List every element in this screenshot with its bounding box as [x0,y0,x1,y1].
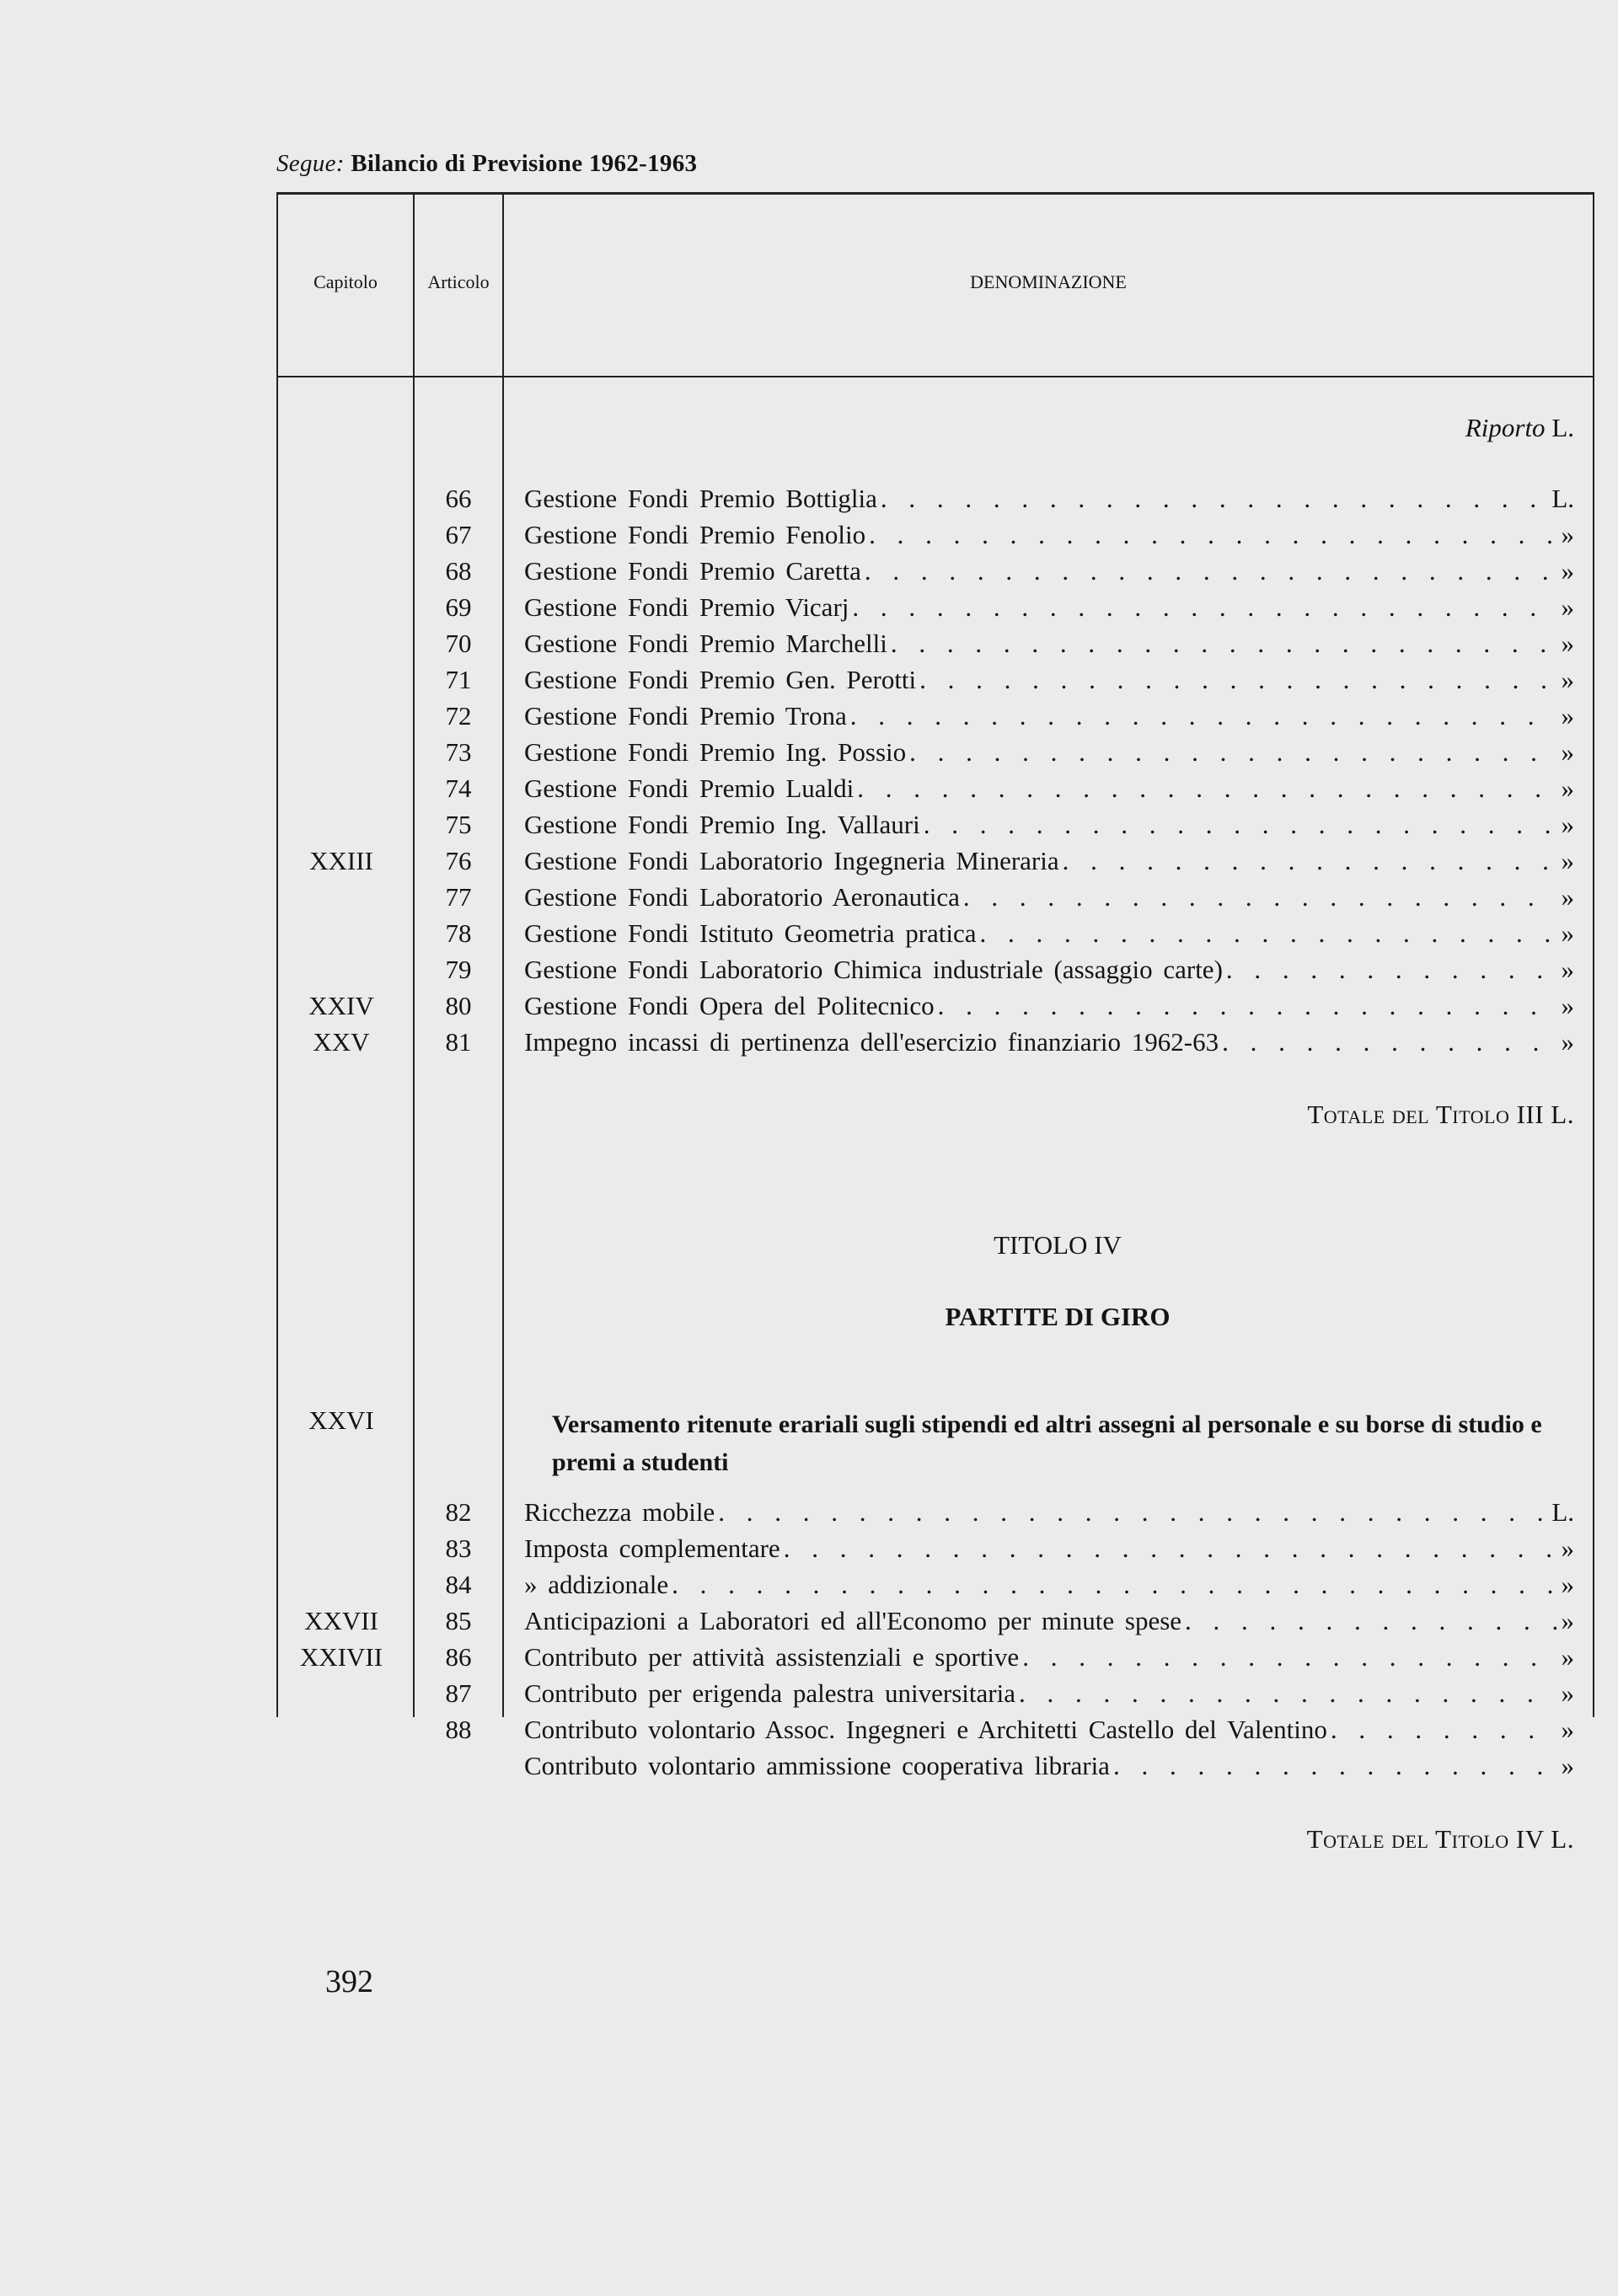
riporto-line [1465,413,1574,443]
row-denominazione: Gestione Fondi Opera del Politecnico [524,991,935,1020]
row-denominazione: Contributo volontario ammissione cooperativa libraria [524,1751,1110,1780]
row-articolo: 72 [445,701,472,731]
row-denominazione: Imposta complementare [524,1533,780,1563]
row-capitolo: XXIV [308,991,374,1020]
table-row [0,520,1618,556]
table-top-rule [276,192,1594,195]
row-denominazione: Gestione Fondi Laboratorio Chimica industriale (assaggio carte) [524,955,1223,984]
row-unit: » [1561,1570,1574,1599]
row-denominazione: Gestione Fondi Premio Marchelli [524,629,887,658]
titolo-iv-heading: TITOLO IV [994,1230,1122,1260]
row-articolo: 82 [445,1497,472,1527]
table-row [0,737,1618,773]
totale-titolo-iv: Totale del Titolo IV L. [1306,1824,1574,1854]
riporto-unit: L. [1551,413,1574,442]
column-header-articolo: Articolo [427,271,490,292]
row-unit: » [1561,1715,1574,1744]
table-row [0,955,1618,991]
row-articolo: 84 [445,1570,472,1599]
row-denominazione: Gestione Fondi Premio Ing. Possio [524,737,907,767]
row-denominazione: Gestione Fondi Laboratorio Ingegneria Mineraria [524,846,1059,875]
row-articolo: 67 [445,520,472,549]
row-articolo: 85 [445,1606,472,1635]
table-row [0,1751,1618,1787]
table-row [0,810,1618,846]
section-description: Versamento ritenute erariali sugli stipendi ed altri assegni al personale e su borse di studio e premi a studenti [552,1410,1542,1476]
row-unit: » [1561,1606,1574,1635]
table-row [0,484,1618,520]
row-articolo: 71 [445,665,472,694]
column-header-capitolo: Capitolo [313,271,378,292]
table-row [0,556,1618,592]
row-articolo: 83 [445,1533,472,1563]
running-head-title: Bilancio di Previsione 1962-1963 [351,150,698,177]
table-row [0,846,1618,882]
row-unit: » [1561,665,1574,694]
totale-titolo-iii: Totale del Titolo III L. [1307,1100,1574,1129]
row-unit: » [1561,1751,1574,1780]
row-denominazione: Contributo per erigenda palestra universitaria [524,1678,1015,1708]
row-denominazione: Gestione Fondi Premio Bottiglia [524,484,877,513]
row-denominazione: » addizionale [524,1570,669,1599]
row-unit: L. [1551,1497,1574,1527]
row-unit: » [1561,737,1574,767]
table-row [0,592,1618,629]
column-header-denominazione: DENOMINAZIONE [970,271,1127,292]
row-articolo: 88 [445,1715,472,1744]
row-denominazione: Contributo per attività assistenziali e sportive [524,1642,1020,1672]
row-unit: » [1561,991,1574,1020]
row-articolo: 66 [445,484,472,513]
row-denominazione: Ricchezza mobile [524,1497,715,1527]
row-unit: » [1561,1678,1574,1708]
row-unit: » [1561,773,1574,803]
row-articolo: 70 [445,629,472,658]
table-row [0,991,1618,1027]
row-articolo: 81 [445,1027,472,1057]
row-articolo: 77 [445,882,472,912]
running-head-segue: Segue: [276,150,345,177]
table-row [0,1027,1618,1063]
table-row [0,701,1618,737]
row-denominazione: Gestione Fondi Premio Lualdi [524,773,855,803]
row-articolo: 78 [445,918,472,948]
row-denominazione: Gestione Fondi Laboratorio Aeronautica [524,882,960,912]
row-unit: » [1561,918,1574,948]
page-number: 392 [325,1964,373,1999]
table-header-rule [276,376,1594,377]
table-row [0,665,1618,701]
row-capitolo: XXV [313,1027,370,1057]
row-unit: » [1561,592,1574,622]
row-denominazione: Gestione Fondi Istituto Geometria pratica [524,918,977,948]
row-articolo: 87 [445,1678,472,1708]
table-row [0,1606,1618,1642]
row-unit: » [1561,882,1574,912]
row-denominazione: Gestione Fondi Premio Fenolio [524,520,866,549]
table-row [0,629,1618,665]
table-row [0,1642,1618,1678]
table-row [0,918,1618,955]
riporto-label: Riporto [1465,413,1546,442]
row-capitolo: XXIVII [299,1642,383,1672]
row-articolo: 75 [445,810,472,839]
section-capitolo: XXVI [308,1405,374,1435]
table-row [0,882,1618,918]
row-unit: » [1561,629,1574,658]
table-row [0,1533,1618,1570]
row-unit: » [1561,701,1574,731]
row-unit: » [1561,520,1574,549]
row-denominazione: Gestione Fondi Premio Vicarj [524,592,849,622]
row-unit: » [1561,1533,1574,1563]
row-denominazione: Gestione Fondi Premio Ing. Vallauri [524,810,920,839]
row-articolo: 74 [445,773,472,803]
row-unit: » [1561,810,1574,839]
row-denominazione: Gestione Fondi Premio Trona [524,701,847,731]
row-unit: » [1561,1642,1574,1672]
row-denominazione: Contributo volontario Assoc. Ingegneri e Architetti Castello del Valentino [524,1715,1327,1744]
row-capitolo: XXVII [304,1606,378,1635]
table-row [0,773,1618,810]
running-head [276,150,697,178]
row-articolo: 73 [445,737,472,767]
row-denominazione: Impegno incassi di pertinenza dell'esercizio finanziario 1962-63 [524,1027,1219,1057]
row-unit: » [1561,846,1574,875]
row-unit: » [1561,955,1574,984]
row-denominazione: Anticipazioni a Laboratori ed all'Economo per minute spese [524,1606,1182,1635]
row-unit: » [1561,556,1574,586]
row-denominazione: Gestione Fondi Premio Gen. Perotti [524,665,917,694]
row-unit: » [1561,1027,1574,1057]
table-row [0,1497,1618,1533]
row-articolo: 79 [445,955,472,984]
row-articolo: 68 [445,556,472,586]
row-articolo: 80 [445,991,472,1020]
table-row [0,1570,1618,1606]
table-row [0,1715,1618,1751]
row-unit: L. [1551,484,1574,513]
titolo-iv-subheading: PARTITE DI GIRO [945,1302,1171,1331]
row-denominazione: Gestione Fondi Premio Caretta [524,556,861,586]
row-articolo: 69 [445,592,472,622]
row-capitolo: XXIII [309,846,373,875]
row-articolo: 76 [445,846,472,875]
row-articolo: 86 [445,1642,472,1672]
table-row [0,1678,1618,1715]
